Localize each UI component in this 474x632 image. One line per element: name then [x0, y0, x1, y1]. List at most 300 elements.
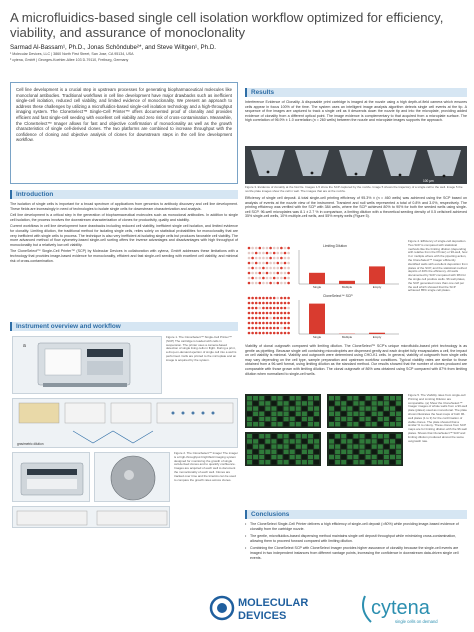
well-map-cell [271, 406, 276, 410]
well-dot [262, 312, 265, 315]
well-dot [266, 267, 269, 270]
well-dot [273, 262, 276, 265]
well-dot [251, 272, 254, 275]
well-map-cell [278, 401, 283, 405]
well-map-cell [290, 406, 295, 410]
well-map-cell [290, 422, 295, 426]
well-map-cell [390, 412, 395, 416]
well-map-cell [271, 444, 276, 448]
well-dot [255, 332, 258, 335]
well-dot [259, 262, 262, 265]
well-map-cell [290, 401, 295, 405]
well-map-cell [259, 450, 264, 454]
well-map-cell [284, 401, 289, 405]
intro-paragraph-2: Cell line development is a critical step in the generation of biopharmaceutical molecules such as monoclonal antibodies. In addition to single cell isolation, the process involves the downstream characterization of clones for productivity, quality and stability. [10, 213, 238, 222]
introduction-heading-bar [10, 190, 238, 199]
well-dot [262, 302, 265, 305]
well-map-cell [296, 444, 301, 448]
well-dot [269, 327, 272, 330]
well-map-cell [314, 444, 319, 448]
well-dot [251, 317, 254, 320]
well-dot [251, 297, 254, 300]
well-map-cell [259, 396, 264, 400]
well-dot [251, 312, 254, 315]
well-map-cell [335, 412, 340, 416]
well-dot [251, 327, 254, 330]
well-dot [269, 307, 272, 310]
well-dot [251, 282, 254, 285]
molecular-devices-logo-graphic [208, 592, 358, 624]
gravimetric-label: gravimetric dilution [17, 442, 44, 446]
well-dot [273, 257, 276, 260]
well-map-cell [271, 412, 276, 416]
well-dot [259, 282, 262, 285]
well-dot [273, 247, 276, 250]
well-dot [277, 257, 280, 260]
well-map-cell [353, 460, 358, 464]
well-dot [280, 252, 283, 255]
well-map-cell [247, 396, 252, 400]
md-logo-line-1: MOLECULAR [238, 597, 309, 609]
intro-paragraph-3: Current workflows in cell line development have drawbacks including reduced cell viability, inefficient single cell isolation, and limited evidence for clonality. Limiting dilution, the traditional method for isolating single cells, relies solely on statistical probabilities for monoclonality that are very inefficient with single cells to process. The technique is also very inefficient at isolating single cells but produces favorable cell viability. The more advanced method of flow cytometry-based single-cell sorting offers the inverse advantages and disadvantages with high throughput of monoclonality but a relatively low cell viability. [10, 224, 238, 247]
well-dot [284, 272, 287, 275]
well-dot [262, 282, 265, 285]
well-map-cell [290, 455, 295, 459]
well-map-cell [360, 422, 365, 426]
well-dot [284, 277, 287, 280]
well-map-cell [247, 434, 252, 438]
well-image [95, 453, 171, 503]
figure-2-imager-photo [12, 452, 90, 502]
well-map-cell [347, 444, 352, 448]
well-map-cell [296, 460, 301, 464]
well-map-svg [245, 394, 405, 468]
well-dot [259, 297, 262, 300]
well-map-cell [278, 439, 283, 443]
well-map-cell [329, 422, 334, 426]
well-map-cell [253, 450, 258, 454]
well-dot [266, 317, 269, 320]
well-map-cell [366, 412, 371, 416]
well-dot [259, 267, 262, 270]
well-dot [251, 302, 254, 305]
well-dot [262, 332, 265, 335]
well-map-cell [278, 417, 283, 421]
well-dot [277, 312, 280, 315]
well-map-cell [390, 455, 395, 459]
well-map-cell [329, 460, 334, 464]
well-map-cell [296, 406, 301, 410]
well-map-cell [384, 401, 389, 405]
well-map-cell [308, 450, 313, 454]
well-dot [262, 267, 265, 270]
well-dot [255, 272, 258, 275]
well-dot [266, 252, 269, 255]
well-map-cell [284, 396, 289, 400]
well-map-cell [302, 417, 307, 421]
well-dot [248, 272, 251, 275]
well-map-cell [302, 450, 307, 454]
abstract-text: Cell line development is a crucial step in upstream processes for generating biopharmaceutical molecules like monoclonal antibodies. Traditional workflows in cell line development have major drawbacks such as inefficient single-cell isolation, reduced cell viability, and limited evidence of monoclonality. We present an approach to address these challenges by utilizing a microfluidics-based single-cell isolation technology and a high-throughput imaging system. The CloneSelect™ Single-Cell Printer™ offers documented proof of clonality and provides efficient and fast single-cell seeding with excellent cell viability and zero risk of cross-contamination. Meanwhile, the CloneSelect™ Imager allows for fast and objective confirmation of monoclonality as well as the growth characteristics of single cell-derived clones. The two platforms are combined to increase throughput with the confidence of cloning and objective analysis of clones for downstream steps in the cell line development workflow. [16, 87, 232, 143]
well-map-cell [360, 455, 365, 459]
well-map-cell [302, 412, 307, 416]
well-dot [269, 332, 272, 335]
well-map-cell [366, 444, 371, 448]
well-dot [269, 247, 272, 250]
well-map-cell [384, 460, 389, 464]
well-dot [255, 247, 258, 250]
well-map-cell [247, 460, 252, 464]
well-dot [262, 327, 265, 330]
well-map-cell [314, 417, 319, 421]
well-dot [266, 282, 269, 285]
well-dot [273, 252, 276, 255]
well-dot [248, 277, 251, 280]
well-map-cell [284, 450, 289, 454]
well-map-cell [390, 434, 395, 438]
well-map-cell [396, 417, 401, 421]
well-map-cell [278, 460, 283, 464]
well-dot [266, 302, 269, 305]
well-map-cell [271, 422, 276, 426]
figure-3-caption: Figure 3. Evidence of clonality at the Nozzle. Images 1-5 show the SCP captured by the nozzle. Image 5 shows the trajectory of a single cell to the well. Image 5 the nozzle plate images show the cell in well. The images that are at the nozzle. [245, 186, 463, 193]
well-map-cell [247, 422, 252, 426]
well-map-cell [353, 422, 358, 426]
well-dot [277, 332, 280, 335]
well-dot [269, 252, 272, 255]
well-map-cell [253, 417, 258, 421]
figure-5-well-maps [245, 394, 405, 468]
well-map-cell [329, 450, 334, 454]
well-dot [277, 322, 280, 325]
well-map-cell [308, 422, 313, 426]
well-map-cell [384, 412, 389, 416]
well-map-cell [366, 450, 371, 454]
well-map-cell [335, 450, 340, 454]
well-map-cell [296, 396, 301, 400]
well-dot [280, 282, 283, 285]
well-dot [248, 267, 251, 270]
results-heading: Results [251, 89, 275, 96]
well-map-cell [296, 455, 301, 459]
well-map-cell [347, 401, 352, 405]
poster-authors: Sarmad Al-Bassam¹, Ph.D., Jonas Schöndube²*, and Steve Wiltgen¹, Ph.D. [10, 44, 217, 51]
well-dot [266, 322, 269, 325]
results-paragraph-3: Viability of clonal outgrowth compared with limiting dilution. The CloneSelect™ SCP's unique microfluidic-based print technology is as gentle as pipetting. Because single cell containing microdroplets are dispensed gently and each droplet fully encapsulates a cell, the impact on cell viability is minimal. Viability and outgrowth were determined using CHO-K1 cells. In general, viability of outgrowth from single cells may vary depending on the cell type, sample preparation and upstream workflow conditions. Typical viability rates are similar to those obtained from a 96-well format, using limiting dilution as the standard method. Our results showed that the number of clones produced are comparable with those grown with limiting dilution. The clonal outgrowth of 86% was obtained using SCP compared with 87% from limiting dilution when normalized to single-cell wells. [245, 344, 467, 376]
well-map-cell [314, 455, 319, 459]
well-map-cell [360, 401, 365, 405]
well-map-cell [341, 460, 346, 464]
well-map-cell [308, 455, 313, 459]
well-map-cell [265, 396, 270, 400]
well-map-cell [259, 439, 264, 443]
fig1-label-a: a [23, 343, 26, 349]
conclusions-heading-bar [245, 510, 467, 519]
well-map-cell [302, 455, 307, 459]
well-map-cell [353, 450, 358, 454]
well-dot [251, 322, 254, 325]
well-dot [287, 322, 290, 325]
well-dot [262, 297, 265, 300]
well-map-cell [372, 422, 377, 426]
well-dot [284, 297, 287, 300]
well-map-cell [302, 396, 307, 400]
well-map-cell [335, 406, 340, 410]
chart-category-label: Single [312, 285, 322, 289]
well-map-cell [341, 396, 346, 400]
well-dot [277, 307, 280, 310]
well-map-cell [271, 439, 276, 443]
well-map-cell [265, 422, 270, 426]
well-dot [262, 322, 265, 325]
printer-illustration [13, 337, 163, 395]
well-map-cell [360, 460, 365, 464]
figure-3-nozzle-images [245, 146, 467, 184]
well-dot [266, 272, 269, 275]
well-map-cell [329, 412, 334, 416]
well-map-cell [396, 444, 401, 448]
well-dot [248, 302, 251, 305]
well-map-cell [284, 439, 289, 443]
well-map-cell [265, 455, 270, 459]
well-dot [259, 272, 262, 275]
well-dot [277, 262, 280, 265]
well-map-cell [396, 412, 401, 416]
well-map-cell [302, 422, 307, 426]
well-dot [277, 317, 280, 320]
well-map-cell [329, 444, 334, 448]
well-map-cell [259, 422, 264, 426]
results-heading-bar [245, 88, 467, 97]
well-dot [273, 297, 276, 300]
well-dot [287, 257, 290, 260]
intro-paragraph-4: The CloneSelect™ Single-Cell Printer™ (SCP) by Molecular Devices in collaboration with cytena, GmbH addresses these limitations with a technology that provides image-based evidence for monoclonality, efficient and fast single-cell seeding with excellent cell viability, and minimal risk of cross-contamination. [10, 249, 238, 263]
well-dot [273, 317, 276, 320]
well-map-cell [296, 417, 301, 421]
well-map-cell [314, 439, 319, 443]
well-dot [251, 262, 254, 265]
figure-2-well-image [94, 452, 170, 502]
well-dot [269, 257, 272, 260]
well-map-cell [353, 455, 358, 459]
well-map-cell [384, 455, 389, 459]
well-dot [262, 307, 265, 310]
well-map-cell [378, 455, 383, 459]
well-dot [284, 257, 287, 260]
well-map-cell [396, 439, 401, 443]
well-map-cell [247, 444, 252, 448]
well-dot [280, 302, 283, 305]
chart-bar [309, 304, 325, 334]
well-map-cell [390, 450, 395, 454]
well-map-cell [390, 444, 395, 448]
well-dot [273, 282, 276, 285]
well-map-cell [378, 401, 383, 405]
well-map-cell [253, 434, 258, 438]
well-map-cell [265, 412, 270, 416]
well-dot [262, 262, 265, 265]
well-dot [277, 302, 280, 305]
well-map-cell [308, 444, 313, 448]
well-dot [255, 327, 258, 330]
well-map-cell [341, 455, 346, 459]
well-map-cell [390, 439, 395, 443]
well-map-cell [360, 396, 365, 400]
well-map-cell [347, 460, 352, 464]
well-dot [248, 297, 251, 300]
well-map-cell [271, 460, 276, 464]
well-map-cell [378, 422, 383, 426]
well-map-cell [329, 439, 334, 443]
well-dot [287, 332, 290, 335]
well-dot [251, 277, 254, 280]
well-dot [284, 327, 287, 330]
well-dot [262, 247, 265, 250]
well-map-cell [347, 450, 352, 454]
well-dot [269, 312, 272, 315]
well-map-cell [296, 450, 301, 454]
well-dot [287, 327, 290, 330]
well-map-cell [278, 422, 283, 426]
well-map-cell [378, 417, 383, 421]
figure-5-caption: Figure 5. The Viability rates from single-cell Printing and Limiting Dilution are comparable. (a) Show the CloneSelect™ Imager images of whole wells from a 96-well plate (plates) used as monoclonal. The plate shown illustrates the heat maps of both 96-well plates (1 to 3) for the confirmation of viable clones. The plate showed that a similar % to colony. These clones from SCP maps are for limiting dilution with the 96-well plates. Shows that CloneSelect™ SCP and limiting dilution produced almost the same outgrowth rate. [408, 394, 468, 443]
well-dot [251, 252, 254, 255]
well-dot [284, 247, 287, 250]
well-map-cell [360, 412, 365, 416]
well-map-cell [341, 412, 346, 416]
well-dot [269, 302, 272, 305]
well-map-cell [372, 417, 377, 421]
well-map-cell [378, 406, 383, 410]
well-map-cell [308, 417, 313, 421]
well-map-cell [366, 439, 371, 443]
well-map-cell [259, 412, 264, 416]
well-map-cell [271, 401, 276, 405]
well-map-cell [384, 406, 389, 410]
well-dot [255, 282, 258, 285]
well-map-cell [253, 422, 258, 426]
well-dot [255, 322, 258, 325]
well-map-cell [390, 422, 395, 426]
well-map-cell [341, 417, 346, 421]
well-map-cell [335, 439, 340, 443]
well-map-cell [372, 406, 377, 410]
well-map-cell [341, 401, 346, 405]
well-map-cell [390, 406, 395, 410]
well-dot [262, 257, 265, 260]
results-paragraph-1: Interference Evidence of Clonality. A disposable print cartridge is imaged at the nozzle using a high depth-of-field camera which ensures cells appear in focus 100% of the time. The system uses an intelligent image analysis algorithm detects single cell events at the tip. A sequence of five images are captured to track a single cell as it descends down the nozzle tip and into the microplate, providing added evidence of clonality from a different optical point. The image evidence is complementary to that acquired from a microplate surface. The high correlation of 96.9% ± 1.0 correlation (n = 260 wells) between the nozzle and microplate images supports the approach. [245, 100, 467, 123]
chart-bar [339, 281, 355, 284]
well-dot [266, 277, 269, 280]
well-dot [273, 302, 276, 305]
well-dot [251, 247, 254, 250]
conclusion-item-2: • The gentle, microfluidics-based dispensing method maintains single cell deposit throughput while minimizing cross-contamination, allowing them to proceed forward compared with limiting dilution. [245, 534, 467, 543]
well-dot [287, 317, 290, 320]
well-dot [287, 307, 290, 310]
well-map-cell [314, 401, 319, 405]
well-dot [277, 282, 280, 285]
chart-bar [369, 266, 385, 284]
well-map-cell [247, 439, 252, 443]
well-map-cell [314, 434, 319, 438]
well-map-cell [396, 434, 401, 438]
well-map-cell [372, 455, 377, 459]
well-map-cell [347, 417, 352, 421]
well-dot [255, 257, 258, 260]
well-dot [277, 267, 280, 270]
well-map-cell [329, 396, 334, 400]
well-dot [273, 312, 276, 315]
well-map-cell [290, 444, 295, 448]
well-map-cell [302, 439, 307, 443]
well-dot [259, 247, 262, 250]
well-map-cell [308, 406, 313, 410]
well-map-cell [278, 444, 283, 448]
well-map-cell [302, 434, 307, 438]
well-map-cell [353, 401, 358, 405]
well-dot [277, 252, 280, 255]
well-dot [266, 327, 269, 330]
well-dot [284, 267, 287, 270]
well-map-cell [378, 412, 383, 416]
well-map-cell [302, 401, 307, 405]
cytena-logo-tagline: single cells on demand [395, 619, 438, 624]
well-map-cell [390, 396, 395, 400]
well-map-cell [271, 455, 276, 459]
well-map-cell [347, 455, 352, 459]
well-dot [255, 297, 258, 300]
conclusion-item-3: • Combining the CloneSelect SCP with CloneSelect Imager provides higher assurance of clonality because the single-cell events are imaged in two independent instances from different vantage points, increasing the confidence in downstream data-driven single cell events. [245, 546, 467, 560]
well-map-cell [284, 406, 289, 410]
well-map-cell [284, 460, 289, 464]
well-map-cell [353, 417, 358, 421]
well-map-cell [341, 422, 346, 426]
well-dot [262, 272, 265, 275]
well-dot [269, 297, 272, 300]
well-map-cell [372, 460, 377, 464]
well-map-cell [390, 401, 395, 405]
well-map-cell [353, 434, 358, 438]
well-dot [269, 267, 272, 270]
well-map-cell [314, 396, 319, 400]
well-map-cell [353, 412, 358, 416]
cytena-logo [361, 592, 469, 632]
well-map-cell [347, 412, 352, 416]
well-dot [248, 247, 251, 250]
well-dot [273, 322, 276, 325]
well-map-cell [284, 412, 289, 416]
plate-strip-illustration [13, 507, 171, 529]
chart-series-label: CloneSelect™ SCP [323, 294, 353, 298]
results-section [245, 88, 467, 123]
well-map-cell [278, 412, 283, 416]
well-map-cell [329, 417, 334, 421]
well-map-cell [253, 412, 258, 416]
well-map-cell [335, 460, 340, 464]
well-map-cell [360, 406, 365, 410]
well-map-cell [378, 396, 383, 400]
well-dot [259, 312, 262, 315]
well-map-cell [284, 444, 289, 448]
well-map-cell [265, 450, 270, 454]
well-map-cell [329, 455, 334, 459]
well-dot [277, 272, 280, 275]
well-map-cell [284, 455, 289, 459]
well-map-cell [265, 401, 270, 405]
well-map-cell [396, 401, 401, 405]
well-map-cell [372, 412, 377, 416]
well-dot [280, 307, 283, 310]
